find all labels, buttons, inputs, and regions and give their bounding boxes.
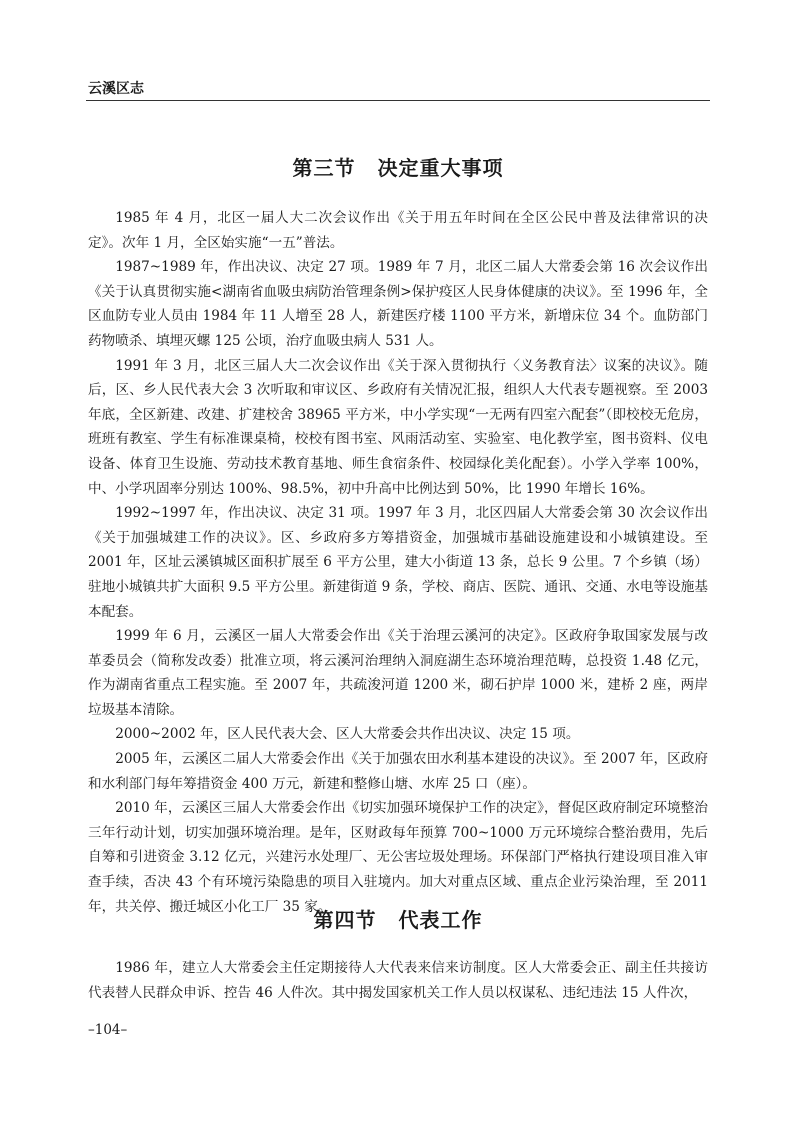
paragraph: 2005 年，云溪区二届人大常委会作出《关于加强农田水利基本建设的决议》。至 2007 年，区政府和水利部门每年筹措资金 400 万元，新建和整修山塘、水库 25 口（座）。 xyxy=(88,751,708,792)
page-number: –104– xyxy=(88,1022,128,1038)
paragraph: 2000~2002 年，区人民代表大会、区人大常委会共作出决议、决定 15 项。 xyxy=(115,726,580,743)
section-3-body xyxy=(88,206,708,919)
header-rule xyxy=(86,100,710,101)
paragraph: 2010 年，云溪区三届人大常委会作出《切实加强环境保护工作的决定》，督促区政府制定环境整治三年行动计划，切实加强环境治理。是年，区财政每年预算 700~1000 万元环境综合整治费用，先后自筹和引进资金 3.12 亿元，兴建污水处理厂、无公害垃圾处理场。环保部门严格执行建设项目准入审查手续，否决 43 个有环境污染隐患的项目入驻境内。加大对重点区域、重点企业污染治理，至 2011 年，共关停、搬迁城区小化工厂 35 家。 xyxy=(88,800,708,915)
paragraph: 1985 年 4 月，北区一届人大二次会议作出《关于用五年时间在全区公民中普及法律常识的决定》。次年 1 月，全区始实施“一五”普法。 xyxy=(88,210,708,251)
paragraph: 1986 年，建立人大常委会主任定期接待人大代表来信来访制度。区人大常委会正、副主任共接访代表替人民群众申诉、控告 46 人件次。其中揭发国家机关工作人员以权谋私、违纪违法 15 人件次， xyxy=(88,960,708,1001)
section-heading: 决定重大事项 xyxy=(377,156,504,180)
running-header-title: 云溪区志 xyxy=(88,81,144,97)
section-number: 第四节 xyxy=(313,908,377,932)
section-heading: 代表工作 xyxy=(398,908,483,932)
section-title-4 xyxy=(88,904,708,933)
paragraph: 1991 年 3 月，北区三届人大二次会议作出《关于深入贯彻执行〈义务教育法〉议案的决议》。随后，区、乡人民代表大会 3 次听取和审议区、乡政府有关情况汇报，组织人大代表专题视察。至 2003 年底，全区新建、改建、扩建校舍 38965 平方米，中小学实现“一无两有四室六配套”（即校校无危房，班班有教室、学生有标准课桌椅，校校有图书室、风雨活动室、实验室、电化教学室，图书资料、仪电设备、体育卫生设施、劳动技术教育基地、师生食宿条件、校园绿化美化配套）。小学入学率 100%，中、小学巩固率分别达 100%、98.5%，初中升高中比例达到 50%，比 1990 年增长 16%。 xyxy=(88,357,708,497)
section-4-body xyxy=(88,956,708,1005)
paragraph: 1999 年 6 月，云溪区一届人大常委会作出《关于治理云溪河的决定》。区政府争取国家发展与改革委员会（简称发改委）批准立项，将云溪河治理纳入洞庭湖生态环境治理范畴，总投资 1.48 亿元，作为湖南省重点工程实施。至 2007 年，共疏浚河道 1200 米，砌石护岸 1000 米，建桥 2 座，两岸垃圾基本清除。 xyxy=(88,628,708,718)
section-title-3 xyxy=(88,152,708,181)
paragraph: 1992~1997 年，作出决议、决定 31 项。1997 年 3 月，北区四届人大常委会第 30 次会议作出《关于加强城建工作的决议》。区、乡政府多方筹措资金，加强城市基础设施建设和小城镇建设。至 2001 年，区址云溪镇城区面积扩展至 6 平方公里，建大小街道 13 条，总长 9 公里。7 个乡镇（场）驻地小城镇共扩大面积 9.5 平方公里。新建街道 9 条，学校、商店、医院、通讯、交通、水电等设施基本配套。 xyxy=(88,505,708,620)
section-number: 第三节 xyxy=(292,156,356,180)
paragraph: 1987~1989 年，作出决议、决定 27 项。1989 年 7 月，北区二届人大常委会第 16 次会议作出《关于认真贯彻实施<湖南省血吸虫病防治管理条例>保护疫区人民身体健康的决议》。至 1996 年，全区血防专业人员由 1984 年 11 人增至 28 人，新建医疗楼 1100 平方米，新增床位 34 个。血防部门药物喷杀、填埋灭螺 125 公顷，治疗血吸虫病人 531 人。 xyxy=(88,259,708,349)
